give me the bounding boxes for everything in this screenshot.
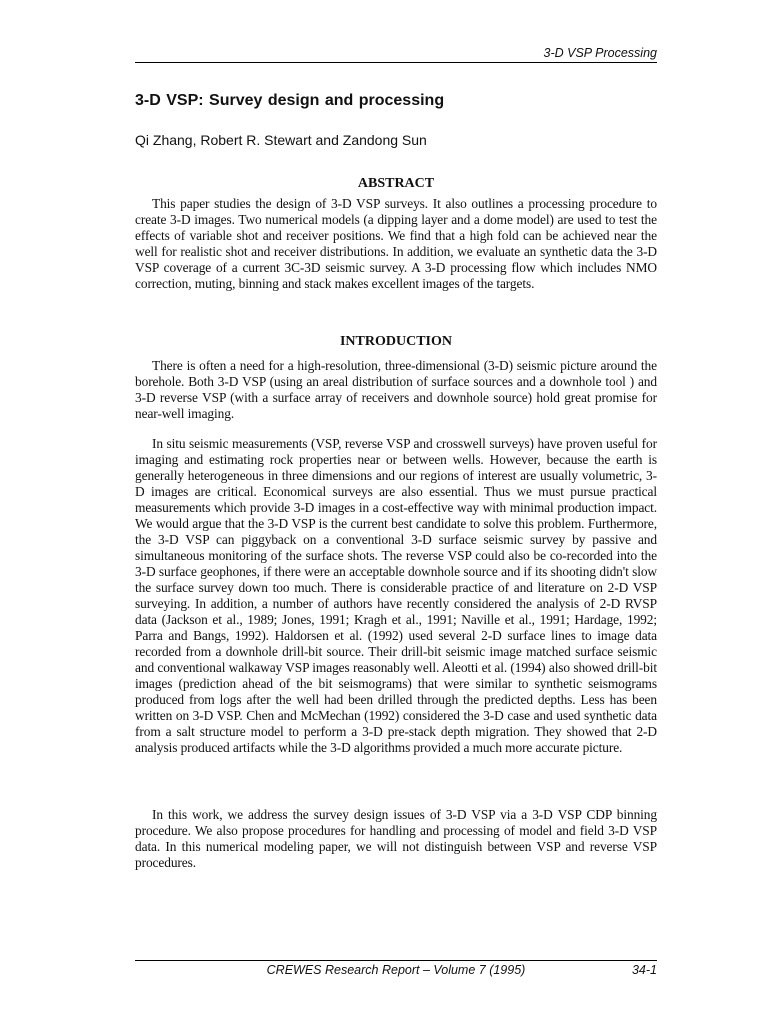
introduction-paragraph-3: In this work, we address the survey design issues of 3-D VSP via a 3-D VSP CDP binning procedure. We also propose procedures for handling and processing of model and field 3-D VSP data. In this numerical modeling paper, we will not distinguish between VSP and reverse VSP procedures.	[135, 807, 657, 870]
header-rule	[135, 62, 657, 63]
introduction-heading: INTRODUCTION	[339, 334, 452, 349]
footer-rule	[135, 960, 657, 961]
paper-title: 3-D VSP: Survey design and processing	[135, 92, 445, 109]
footer-report-title: CREWES Research Report – Volume 7 (1995)	[266, 963, 526, 977]
abstract-heading: ABSTRACT	[357, 176, 435, 191]
page-number: 34-1	[631, 963, 657, 977]
running-head: 3-D VSP Processing	[543, 46, 657, 60]
introduction-paragraph-1: There is often a need for a high-resolution, three-dimensional (3-D) seismic picture around the borehole. Both 3-D VSP (using an areal distribution of surface sources and a downhole tool ) and 3-D reverse VSP (with a surface array of receivers and downhole source) hold great promise for near-well imaging.	[135, 358, 657, 421]
page-footer	[135, 963, 657, 979]
author-list: Qi Zhang, Robert R. Stewart and Zandong Sun	[135, 132, 427, 148]
introduction-paragraph-2: In situ seismic measurements (VSP, reverse VSP and crosswell surveys) have proven useful for imaging and estimating rock properties near or between wells. However, because the earth is generally heterogeneous in three dimensions and our regions of interest are usually volumetric, 3-D images are critical. Economical surveys are also essential. Thus we must pursue practical measurements which provide 3-D images in a cost-effective way with minimal production impact. We would argue that the 3-D VSP is the current best candidate to solve this problem. Furthermore, the 3-D VSP can piggyback on a conventional 3-D surface seismic survey by passive and simultaneous monitoring of the surface shots. The reverse VSP could also be co-recorded into the 3-D surface geophones, if there were an acceptable downhole source and if its shooting didn't slow the surface survey down too much. There is considerable practice of and literature on 2-D VSP surveying. In addition, a number of authors have recently considered the analysis of 2-D RVSP data (Jackson et al., 1989; Jones, 1991; Kragh et al., 1991; Naville et al., 1991; Hardage, 1992; Parra and Bangs, 1992). Haldorsen et al. (1992) used several 2-D surface lines to image data recorded from a downhole drill-bit source. Their drill-bit seismic image matched surface seismic and conventional walkaway VSP images reasonably well. Aleotti et al. (1994) also showed drill-bit images (prediction ahead of the bit seismograms) that were similar to synthetic seismograms produced from logs after the well had been drilled through the predicted depths. Less has been written on 3-D VSP. Chen and McMechan (1992) considered the 3-D case and used synthetic data from a salt structure model to perform a 3-D pre-stack depth migration. They showed that 2-D analysis produced artifacts while the 3-D algorithms provided a much more accurate picture.	[135, 436, 657, 755]
abstract-paragraph: This paper studies the design of 3-D VSP surveys. It also outlines a processing procedure to create 3-D images. Two numerical models (a dipping layer and a dome model) are used to test the effects of variable shot and receiver positions. We find that a high fold can be achieved near the well for realistic shot and receiver distributions. In addition, we evaluate an synthetic data the 3-D VSP coverage of a current 3C-3D seismic survey. A 3-D processing flow which includes NMO correction, muting, binning and stack makes excellent images of the targets.	[135, 196, 657, 291]
